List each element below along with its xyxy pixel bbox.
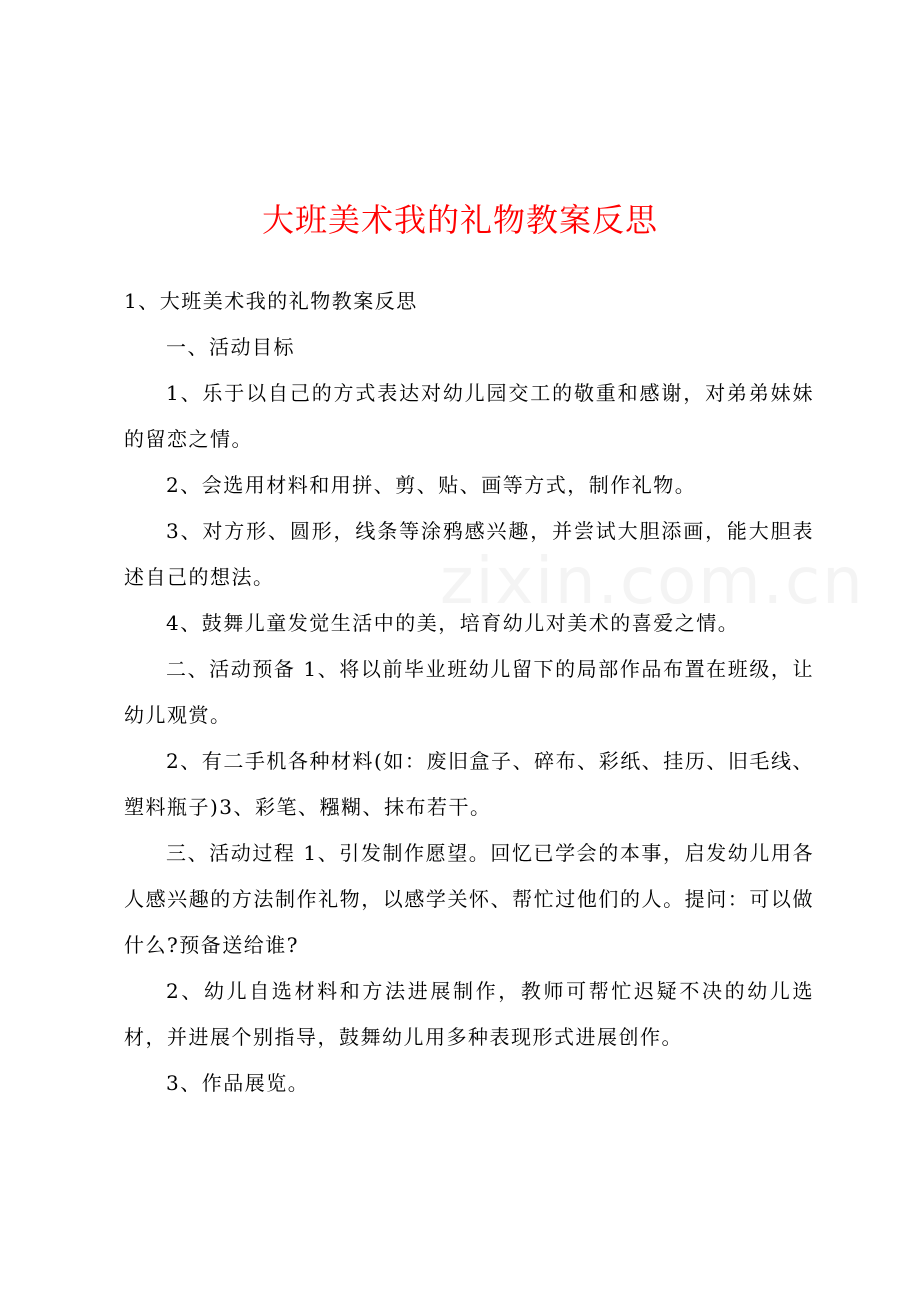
watermark: zixin.com.cn [440,545,865,619]
paragraph-process-1: 三、活动过程 1、引发制作愿望。回忆已学会的本事，启发幼儿用各人感兴趣的方法制作礼物，以感学关怀、帮忙过他们的人。提问：可以做什么?预备送给谁? [124,841,814,957]
paragraph-goal-4: 4、鼓舞儿童发觉生活中的美，培育幼儿对美术的喜爱之情。 [166,611,740,635]
paragraph-goal-1: 1、乐于以自己的方式表达对幼儿园交工的敬重和感谢，对弟弟妹妹的留恋之情。 [124,381,814,451]
paragraph-preparation-1: 二、活动预备 1、将以前毕业班幼儿留下的局部作品布置在班级，让幼儿观赏。 [124,657,814,727]
paragraph-goal-2: 2、会选用材料和用拼、剪、贴、画等方式，制作礼物。 [166,473,697,497]
paragraph-preparation-2: 2、有二手机各种材料(如：废旧盒子、碎布、彩纸、挂历、旧毛线、塑料瓶子)3、彩笔、糨糊、抹布若干。 [124,749,814,819]
paragraph-process-2: 2、幼儿自选材料和方法进展制作，教师可帮忙迟疑不决的幼儿选材，并进展个别指导，鼓舞幼儿用多种表现形式进展创作。 [124,979,814,1049]
document-title: 大班美术我的礼物教案反思 [261,201,658,239]
paragraph-goal-3: 3、对方形、圆形，线条等涂鸦感兴趣，并尝试大胆添画，能大胆表述自己的想法。 [124,519,814,589]
document-body [124,278,814,1106]
paragraph-section-goals: 一、活动目标 [166,335,295,359]
paragraph-process-3: 3、作品展览。 [166,1071,310,1095]
paragraph-heading: 1、大班美术我的礼物教案反思 [124,289,418,313]
